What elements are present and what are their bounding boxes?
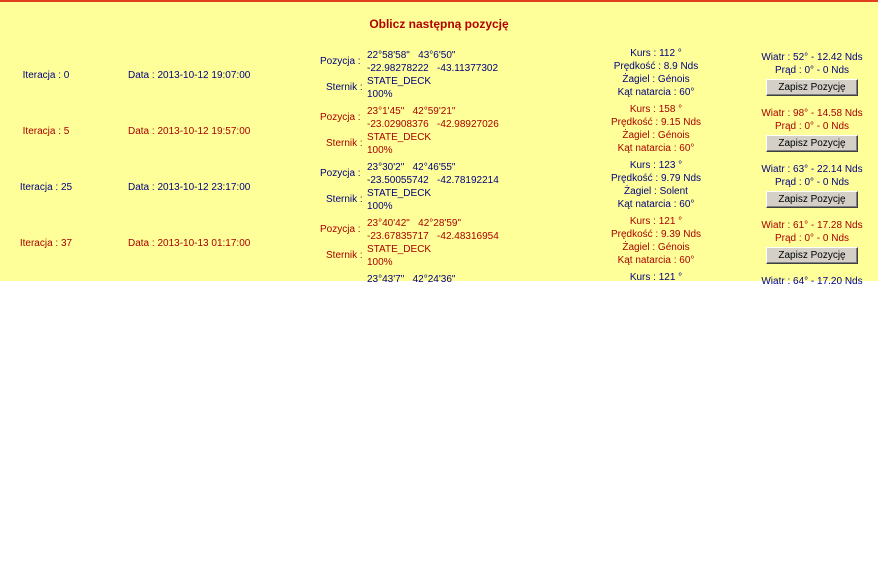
course-value: Kurs : 121 ° [629, 272, 683, 283]
coord-dms: 22°58'58" 43°6'50" [367, 50, 456, 61]
helmsman-name: STATE_DECK [367, 76, 432, 87]
wind-value: Wiatr : 61° - 17.28 Nds [761, 220, 863, 231]
save-position-button[interactable]: Zapisz Pozycję [766, 79, 858, 96]
sail-value: Żagiel : Génois [622, 242, 690, 253]
speed-value: Prędkość : 9.15 Nds [610, 117, 702, 128]
coord-dms: 23°30'2" 42°46'55" [367, 162, 456, 173]
position-label: Pozycja : [320, 224, 361, 235]
table-row [0, 271, 878, 327]
coord-decimal: -23.50055742 -42.78192214 [367, 175, 499, 186]
position-label: Pozycja : [320, 168, 361, 179]
date-label: Data : 2013-10-12 19:57:00 [128, 126, 251, 137]
speed-value: Prędkość : 9.79 Nds [610, 173, 702, 184]
sailing-info [590, 103, 722, 155]
coord-dms: 23°43'7" 42°24'36" [367, 274, 456, 285]
speed-value: Prędkość : 8.9 Nds [613, 61, 699, 72]
conditions-info [752, 219, 872, 264]
save-position-button[interactable]: Zapisz Pozycję [766, 191, 858, 208]
page-title: Oblicz następną pozycję [369, 17, 509, 31]
coord-dms: 23°40'42" 42°28'59" [367, 218, 461, 229]
table-row [0, 103, 878, 159]
conditions-info [752, 107, 872, 152]
helmsman-percent: 100% [367, 89, 393, 100]
iteration-label: Iteracja : 0 [22, 70, 70, 81]
date-label: Data : 2013-10-12 23:17:00 [128, 182, 251, 193]
sailing-info [590, 271, 722, 284]
iteration-label: Iteracja : 5 [22, 126, 70, 137]
sailing-info [590, 159, 722, 211]
helmsman-label: Sternik : [326, 138, 363, 149]
sail-value: Żagiel : Génois [622, 130, 690, 141]
save-position-button[interactable]: Zapisz Pozycję [766, 247, 858, 264]
course-value: Kurs : 158 ° [629, 104, 683, 115]
iteration-label: Iteracja : 37 [19, 238, 73, 249]
coord-decimal: -22.98278222 -43.11377302 [367, 63, 499, 74]
helmsman-label: Sternik : [326, 250, 363, 261]
coord-dms: 23°1'45" 42°59'21" [367, 106, 456, 117]
wind-value: Wiatr : 98° - 14.58 Nds [761, 108, 863, 119]
helmsman-label: Sternik : [326, 194, 363, 205]
calculation-panel [0, 2, 878, 287]
current-value: Prąd : 0° - 0 Nds [774, 65, 850, 76]
table-row [0, 47, 878, 103]
conditions-info [752, 275, 872, 288]
position-label: Pozycja : [320, 112, 361, 123]
wind-value: Wiatr : 63° - 22.14 Nds [761, 164, 863, 175]
attack-angle-value: Kąt natarcia : 60° [617, 255, 695, 266]
attack-angle-value: Kąt natarcia : 60° [617, 143, 695, 154]
iteration-label: Iteracja : 25 [19, 182, 73, 193]
course-value: Kurs : 112 ° [630, 48, 682, 59]
table-row [0, 159, 878, 215]
conditions-info [752, 51, 872, 96]
save-position-button[interactable]: Zapisz Pozycję [766, 135, 858, 152]
course-value: Kurs : 123 ° [629, 160, 683, 171]
attack-angle-value: Kąt natarcia : 60° [617, 87, 695, 98]
position-values [367, 105, 499, 157]
position-values [367, 273, 455, 286]
helmsman-name: STATE_DECK [367, 132, 432, 143]
coord-decimal: -23.02908376 -42.98927026 [367, 119, 499, 130]
sail-value: Żagiel : Solent [624, 186, 688, 197]
helmsman-percent: 100% [367, 201, 393, 212]
current-value: Prąd : 0° - 0 Nds [774, 233, 850, 244]
helmsman-label: Sternik : [326, 82, 363, 93]
wind-value: Wiatr : 64° - 17.20 Nds [761, 276, 863, 287]
position-values [367, 49, 498, 101]
date-label: Data : 2013-10-13 01:17:00 [128, 238, 251, 249]
sailing-info [590, 215, 722, 267]
speed-value: Prędkość : 9.39 Nds [610, 229, 702, 240]
position-label: Pozycja : [320, 56, 361, 67]
course-value: Kurs : 121 ° [629, 216, 683, 227]
sail-value: Żagiel : Génois [622, 74, 690, 85]
helmsman-percent: 100% [367, 145, 393, 156]
attack-angle-value: Kąt natarcia : 60° [617, 199, 695, 210]
sailing-info [590, 47, 722, 99]
current-value: Prąd : 0° - 0 Nds [774, 121, 850, 132]
helmsman-name: STATE_DECK [367, 244, 432, 255]
date-label: Data : 2013-10-12 19:07:00 [128, 70, 251, 81]
helmsman-name: STATE_DECK [367, 188, 432, 199]
helmsman-percent: 100% [367, 257, 393, 268]
position-values [367, 161, 499, 213]
coord-decimal: -23.67835717 -42.48316954 [367, 231, 499, 242]
position-values [367, 217, 499, 269]
current-value: Prąd : 0° - 0 Nds [774, 177, 850, 188]
wind-value: Wiatr : 52° - 12.42 Nds [761, 52, 863, 63]
table-row [0, 215, 878, 271]
conditions-info [752, 163, 872, 208]
